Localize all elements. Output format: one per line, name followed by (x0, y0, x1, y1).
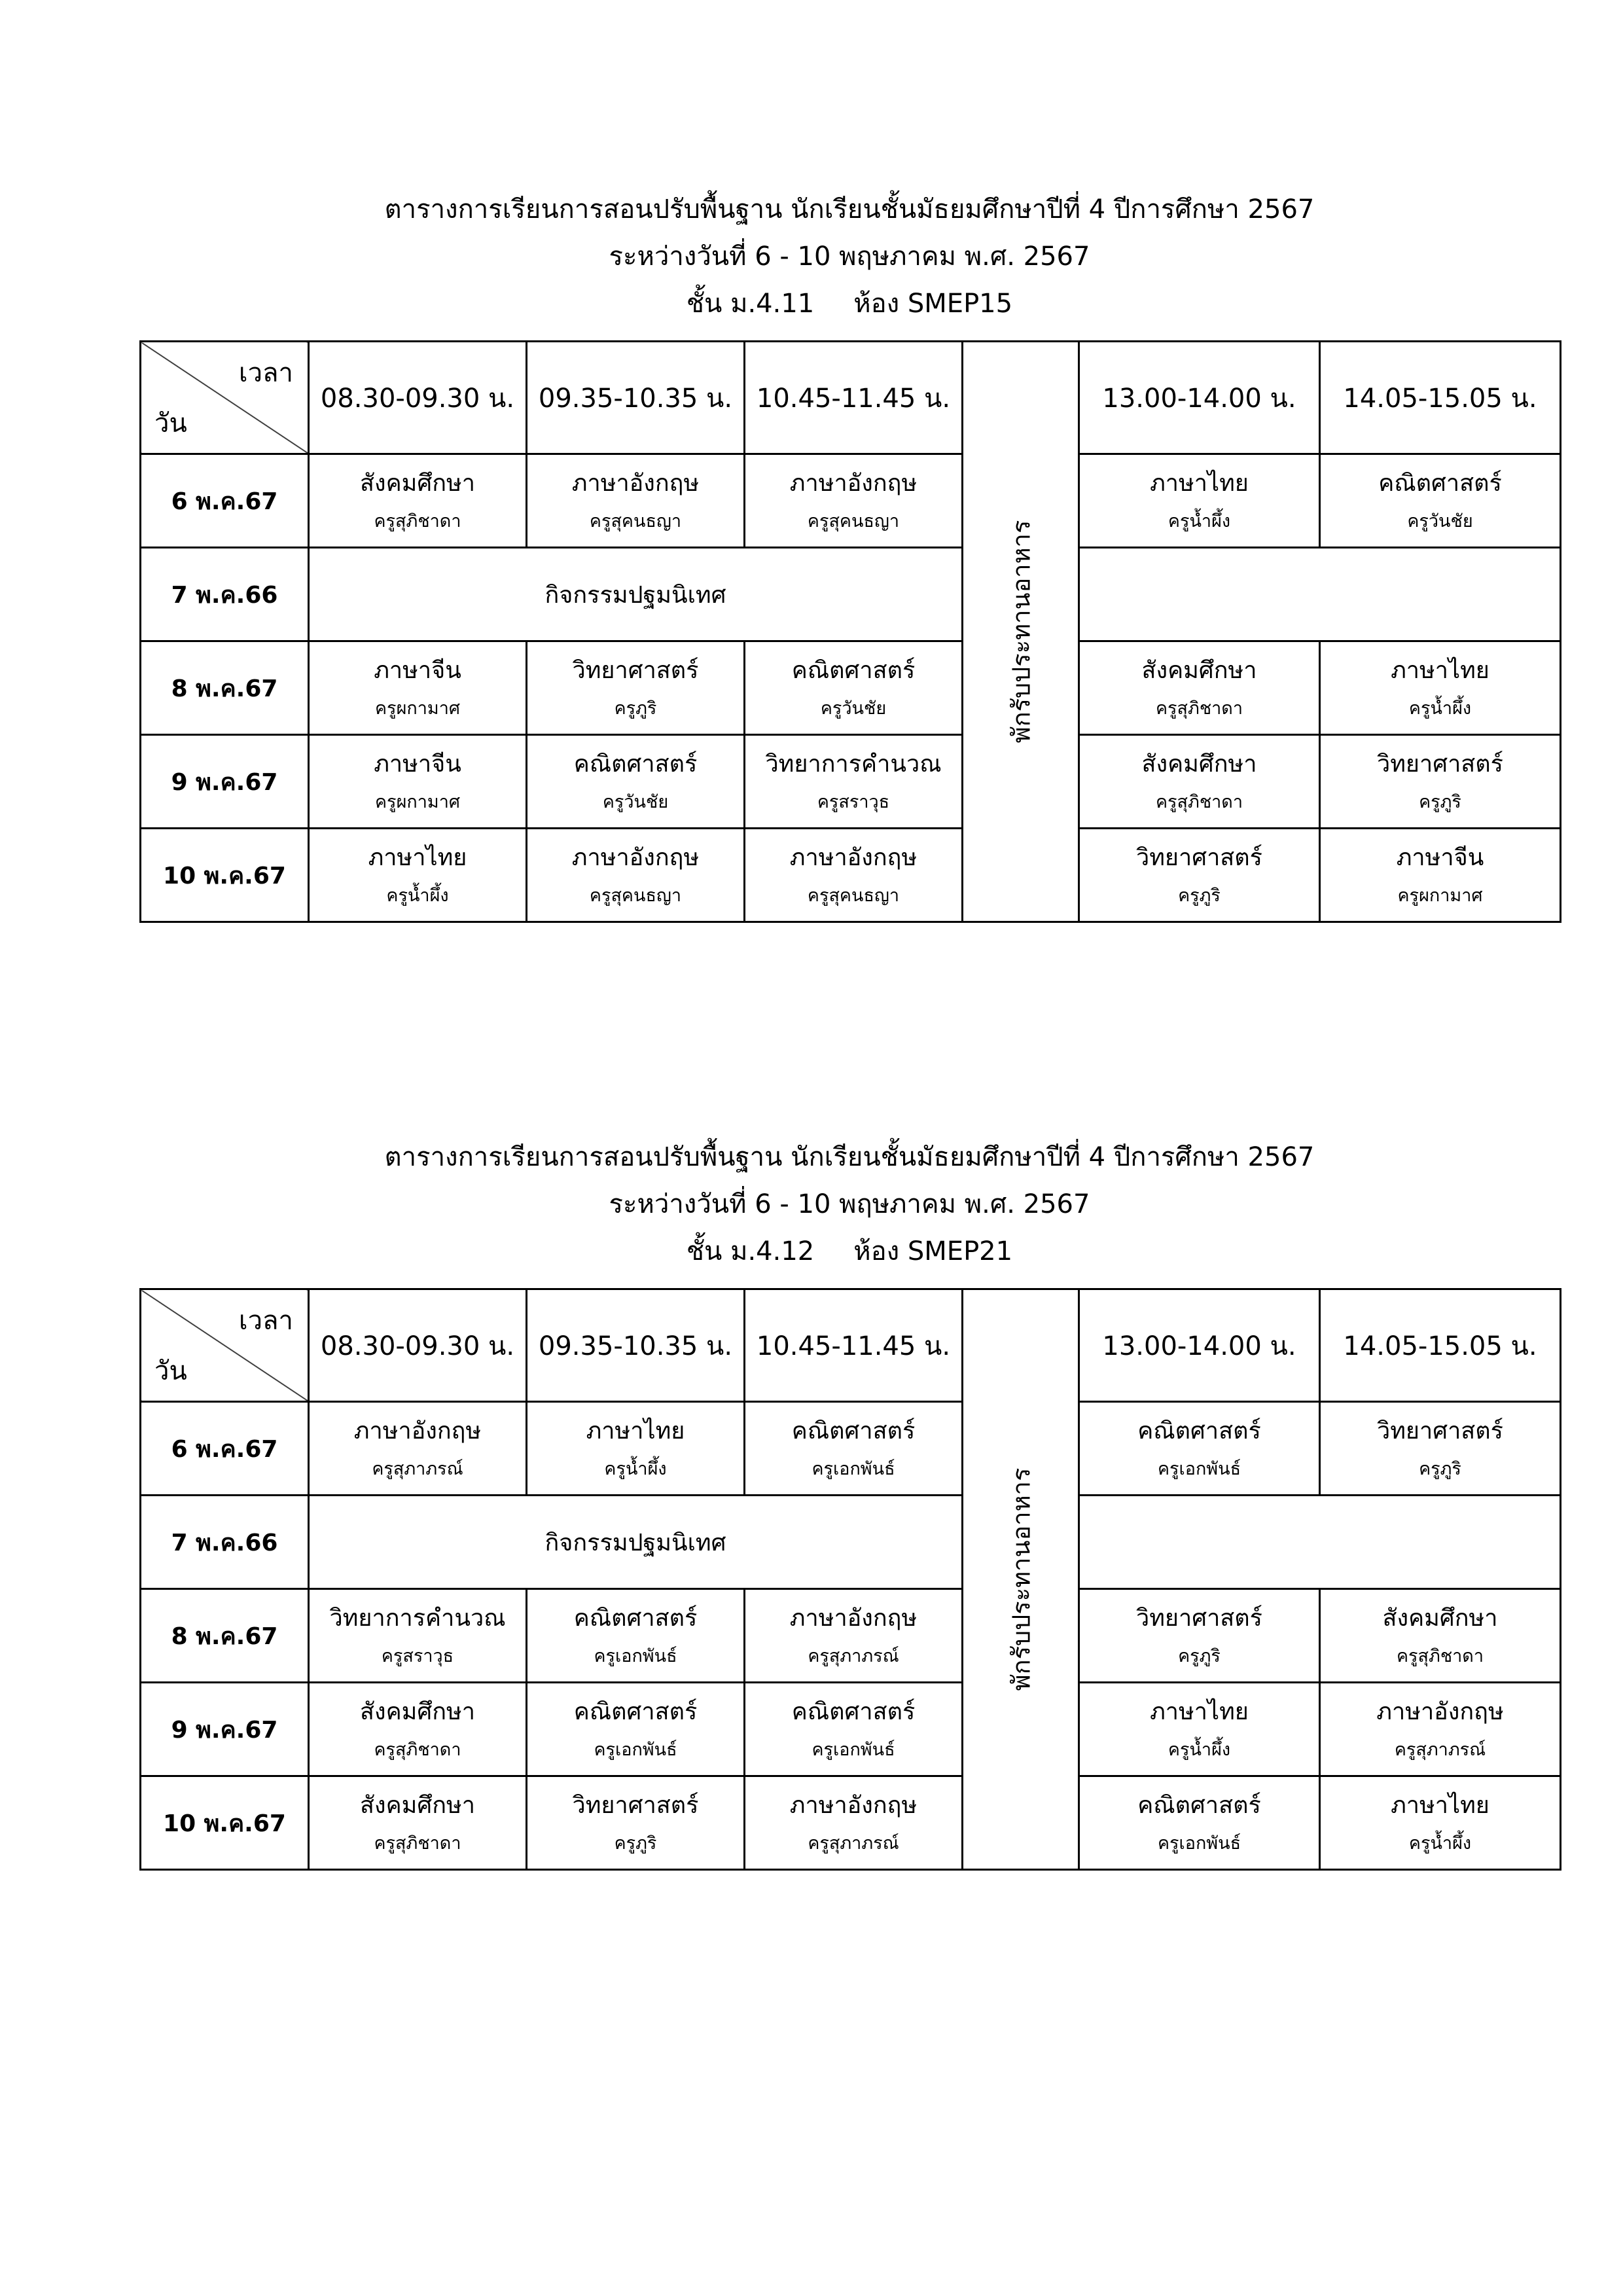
corner-header-cell (141, 342, 309, 454)
table-row (141, 454, 1561, 548)
class-label: ชั้น ม.4.11 (686, 289, 815, 319)
day-cell: 8 พ.ค.67 (141, 641, 309, 735)
subject-label: ภาษาอังกฤษ (353, 1417, 482, 1444)
teacher-label: ครูสุภาภรณ์ (1394, 1739, 1486, 1760)
teacher-label: ครูเอกพันธ์ (812, 1458, 895, 1479)
day-cell: 10 พ.ค.67 (141, 1776, 309, 1870)
schedule-block-2 (139, 1144, 1560, 1871)
teacher-label: ครูสราวุธ (817, 791, 890, 812)
subject-label: ภาษาไทย (1391, 1791, 1489, 1819)
teacher-label: ครูสุภาภรณ์ (808, 1645, 899, 1666)
class-cell (1320, 735, 1561, 829)
day-header: วัน (154, 1356, 187, 1386)
class-cell (527, 735, 745, 829)
teacher-label: ครูภูริ (1178, 885, 1221, 906)
class-cell (1320, 1402, 1561, 1496)
class-cell (1079, 1776, 1320, 1870)
teacher-label: ครูน้ำผึ้ง (1408, 698, 1472, 719)
day-cell: 9 พ.ค.67 (141, 1683, 309, 1776)
teacher-label: ครูวันชัย (820, 698, 887, 719)
schedule-heading (139, 196, 1560, 340)
subject-label: วิทยาการคำนวณ (765, 750, 942, 778)
schedule-title: ตารางการเรียนการสอนปรับพื้นฐาน นักเรียนชั้นมัธยมศึกษาปีที่ 4 ปีการศึกษา 2567 (384, 1142, 1315, 1172)
empty-afternoon-cell (1079, 548, 1561, 641)
subject-label: ภาษาอังกฤษ (1376, 1698, 1504, 1725)
subject-label: คณิตศาสตร์ (1137, 1791, 1261, 1819)
subject-label: ภาษาไทย (1150, 1698, 1249, 1725)
subject-label: วิทยาศาสตร์ (1376, 1417, 1503, 1444)
class-cell (745, 735, 963, 829)
teacher-label: ครูเอกพันธ์ (594, 1739, 677, 1760)
teacher-label: ครูผกามาศ (375, 698, 460, 719)
class-cell (1320, 1776, 1561, 1870)
subject-label: วิทยาศาสตร์ (1376, 750, 1503, 778)
subject-label: ภาษาจีน (374, 750, 461, 778)
room-label: ห้อง SMEP15 (853, 289, 1013, 319)
subject-label: ภาษาไทย (586, 1417, 685, 1444)
table-row (141, 1402, 1561, 1496)
time-slot-header: 08.30-09.30 น. (309, 1289, 527, 1402)
teacher-label: ครูน้ำผึ้ง (1408, 1833, 1472, 1854)
lunch-break-cell (963, 1289, 1079, 1870)
teacher-label: ครูสุภิชาดา (374, 1739, 461, 1760)
class-cell (527, 454, 745, 548)
class-cell (309, 1402, 527, 1496)
schedule-period: ระหว่างวันที่ 6 - 10 พฤษภาคม พ.ศ. 2567 (609, 1189, 1090, 1219)
subject-label: ภาษาอังกฤษ (789, 1791, 918, 1819)
table-row (141, 829, 1561, 922)
class-cell (527, 641, 745, 735)
subject-label: วิทยาศาสตร์ (1135, 1604, 1262, 1632)
teacher-label: ครูสุภิชาดา (1155, 698, 1243, 719)
class-cell (1320, 829, 1561, 922)
teacher-label: ครูสุภิชาดา (374, 511, 461, 531)
time-header: เวลา (238, 358, 293, 388)
day-cell: 7 พ.ค.66 (141, 1496, 309, 1589)
class-cell (1079, 1402, 1320, 1496)
subject-label: ภาษาอังกฤษ (571, 844, 700, 871)
class-cell (745, 454, 963, 548)
subject-label: สังคมศึกษา (360, 1791, 475, 1819)
day-cell: 8 พ.ค.67 (141, 1589, 309, 1683)
time-slot-header: 13.00-14.00 น. (1079, 1289, 1320, 1402)
class-label: ชั้น ม.4.12 (686, 1236, 815, 1266)
teacher-label: ครูผกามาศ (375, 791, 460, 812)
day-cell: 6 พ.ค.67 (141, 454, 309, 548)
class-cell (309, 735, 527, 829)
class-cell (745, 1776, 963, 1870)
class-cell (309, 829, 527, 922)
schedule-table (139, 1288, 1561, 1871)
class-cell (1079, 1683, 1320, 1776)
teacher-label: ครูสุภาภรณ์ (808, 1833, 899, 1854)
subject-label: วิทยาการคำนวณ (329, 1604, 506, 1632)
subject-label: คณิตศาสตร์ (573, 1698, 698, 1725)
teacher-label: ครูผกามาศ (1397, 885, 1483, 906)
header-row (141, 342, 1561, 454)
table-row (141, 1776, 1561, 1870)
orientation-activity-cell: กิจกรรมปฐมนิเทศ (309, 1496, 963, 1589)
time-slot-header: 13.00-14.00 น. (1079, 342, 1320, 454)
teacher-label: ครูสุภิชาดา (374, 1833, 461, 1854)
subject-label: สังคมศึกษา (1382, 1604, 1498, 1632)
teacher-label: ครูเอกพันธ์ (812, 1739, 895, 1760)
teacher-label: ครูน้ำผึ้ง (386, 885, 449, 906)
teacher-label: ครูสุคนธญา (807, 511, 900, 531)
schedule-table (139, 340, 1561, 923)
day-cell: 6 พ.ค.67 (141, 1402, 309, 1496)
teacher-label: ครูเอกพันธ์ (1157, 1458, 1241, 1479)
table-row (141, 1589, 1561, 1683)
table-row (141, 1683, 1561, 1776)
class-cell (527, 1402, 745, 1496)
lunch-break-cell (963, 342, 1079, 922)
corner-header-cell (141, 1289, 309, 1402)
class-cell (527, 1776, 745, 1870)
time-slot-header: 14.05-15.05 น. (1320, 1289, 1561, 1402)
time-slot-header: 14.05-15.05 น. (1320, 342, 1561, 454)
class-cell (745, 1402, 963, 1496)
table-row (141, 1496, 1561, 1589)
subject-label: สังคมศึกษา (1141, 656, 1257, 684)
teacher-label: ครูวันชัย (1407, 511, 1473, 531)
time-slot-header: 09.35-10.35 น. (527, 1289, 745, 1402)
schedule-class-room (139, 291, 1560, 340)
table-row (141, 548, 1561, 641)
schedule-title: ตารางการเรียนการสอนปรับพื้นฐาน นักเรียนชั้นมัธยมศึกษาปีที่ 4 ปีการศึกษา 2567 (384, 194, 1315, 224)
subject-label: สังคมศึกษา (1141, 750, 1257, 778)
empty-afternoon-cell (1079, 1496, 1561, 1589)
subject-label: ภาษาอังกฤษ (789, 1604, 918, 1632)
subject-label: คณิตศาสตร์ (791, 1698, 916, 1725)
class-cell (309, 1589, 527, 1683)
subject-label: ภาษาอังกฤษ (789, 469, 918, 497)
time-slot-header: 10.45-11.45 น. (745, 342, 963, 454)
lunch-break-label: พักรับประทานอาหาร (1007, 1467, 1035, 1691)
class-cell (745, 1683, 963, 1776)
subject-label: สังคมศึกษา (360, 469, 475, 497)
teacher-label: ครูวันชัย (602, 791, 669, 812)
teacher-label: ครูเอกพันธ์ (594, 1645, 677, 1666)
subject-label: ภาษาจีน (374, 656, 461, 684)
subject-label: คณิตศาสตร์ (1137, 1417, 1261, 1444)
time-header: เวลา (238, 1306, 293, 1336)
subject-label: ภาษาจีน (1396, 844, 1484, 871)
schedule-period: ระหว่างวันที่ 6 - 10 พฤษภาคม พ.ศ. 2567 (609, 242, 1090, 272)
class-cell (527, 1589, 745, 1683)
class-cell (745, 641, 963, 735)
day-header: วัน (154, 408, 187, 439)
class-cell (745, 1589, 963, 1683)
subject-label: วิทยาศาสตร์ (1135, 844, 1262, 871)
time-slot-header: 08.30-09.30 น. (309, 342, 527, 454)
time-slot-header: 10.45-11.45 น. (745, 1289, 963, 1402)
teacher-label: ครูภูริ (614, 698, 657, 719)
class-cell (1320, 641, 1561, 735)
class-cell (1079, 454, 1320, 548)
class-cell (1320, 1683, 1561, 1776)
header-row (141, 1289, 1561, 1402)
room-label: ห้อง SMEP21 (853, 1236, 1013, 1266)
teacher-label: ครูสุภาภรณ์ (372, 1458, 463, 1479)
teacher-label: ครูภูริ (614, 1833, 657, 1854)
class-cell (1079, 641, 1320, 735)
class-cell (527, 829, 745, 922)
subject-label: คณิตศาสตร์ (791, 656, 916, 684)
time-slot-header: 09.35-10.35 น. (527, 342, 745, 454)
class-cell (309, 454, 527, 548)
teacher-label: ครูสุคนธญา (589, 511, 682, 531)
subject-label: วิทยาศาสตร์ (572, 1791, 699, 1819)
class-cell (1320, 1589, 1561, 1683)
subject-label: ภาษาไทย (368, 844, 467, 871)
teacher-label: ครูน้ำผึ้ง (604, 1458, 667, 1479)
class-cell (309, 1776, 527, 1870)
subject-label: คณิตศาสตร์ (573, 750, 698, 778)
class-cell (309, 1683, 527, 1776)
subject-label: วิทยาศาสตร์ (572, 656, 699, 684)
schedule-class-room (139, 1238, 1560, 1288)
teacher-label: ครูน้ำผึ้ง (1168, 511, 1231, 531)
subject-label: คณิตศาสตร์ (791, 1417, 916, 1444)
class-cell (1320, 454, 1561, 548)
class-cell (745, 829, 963, 922)
class-cell (1079, 735, 1320, 829)
class-cell (527, 1683, 745, 1776)
teacher-label: ครูสราวุธ (381, 1645, 454, 1666)
teacher-label: ครูสุภิชาดา (1396, 1645, 1484, 1666)
teacher-label: ครูภูริ (1419, 1458, 1461, 1479)
table-row (141, 735, 1561, 829)
teacher-label: ครูสุคนธญา (807, 885, 900, 906)
class-cell (309, 641, 527, 735)
teacher-label: ครูสุภิชาดา (1155, 791, 1243, 812)
subject-label: ภาษาอังกฤษ (789, 844, 918, 871)
day-cell: 9 พ.ค.67 (141, 735, 309, 829)
teacher-label: ครูน้ำผึ้ง (1168, 1739, 1231, 1760)
schedule-heading (139, 1144, 1560, 1288)
subject-label: คณิตศาสตร์ (573, 1604, 698, 1632)
subject-label: คณิตศาสตร์ (1378, 469, 1502, 497)
schedule-block-1 (139, 196, 1560, 923)
table-row (141, 641, 1561, 735)
class-cell (1079, 829, 1320, 922)
lunch-break-label: พักรับประทานอาหาร (1007, 520, 1035, 744)
teacher-label: ครูภูริ (1178, 1645, 1221, 1666)
subject-label: ภาษาอังกฤษ (571, 469, 700, 497)
teacher-label: ครูภูริ (1419, 791, 1461, 812)
subject-label: ภาษาไทย (1150, 469, 1249, 497)
teacher-label: ครูเอกพันธ์ (1157, 1833, 1241, 1854)
day-cell: 7 พ.ค.66 (141, 548, 309, 641)
subject-label: สังคมศึกษา (360, 1698, 475, 1725)
orientation-activity-cell: กิจกรรมปฐมนิเทศ (309, 548, 963, 641)
day-cell: 10 พ.ค.67 (141, 829, 309, 922)
teacher-label: ครูสุคนธญา (589, 885, 682, 906)
subject-label: ภาษาไทย (1391, 656, 1489, 684)
class-cell (1079, 1589, 1320, 1683)
